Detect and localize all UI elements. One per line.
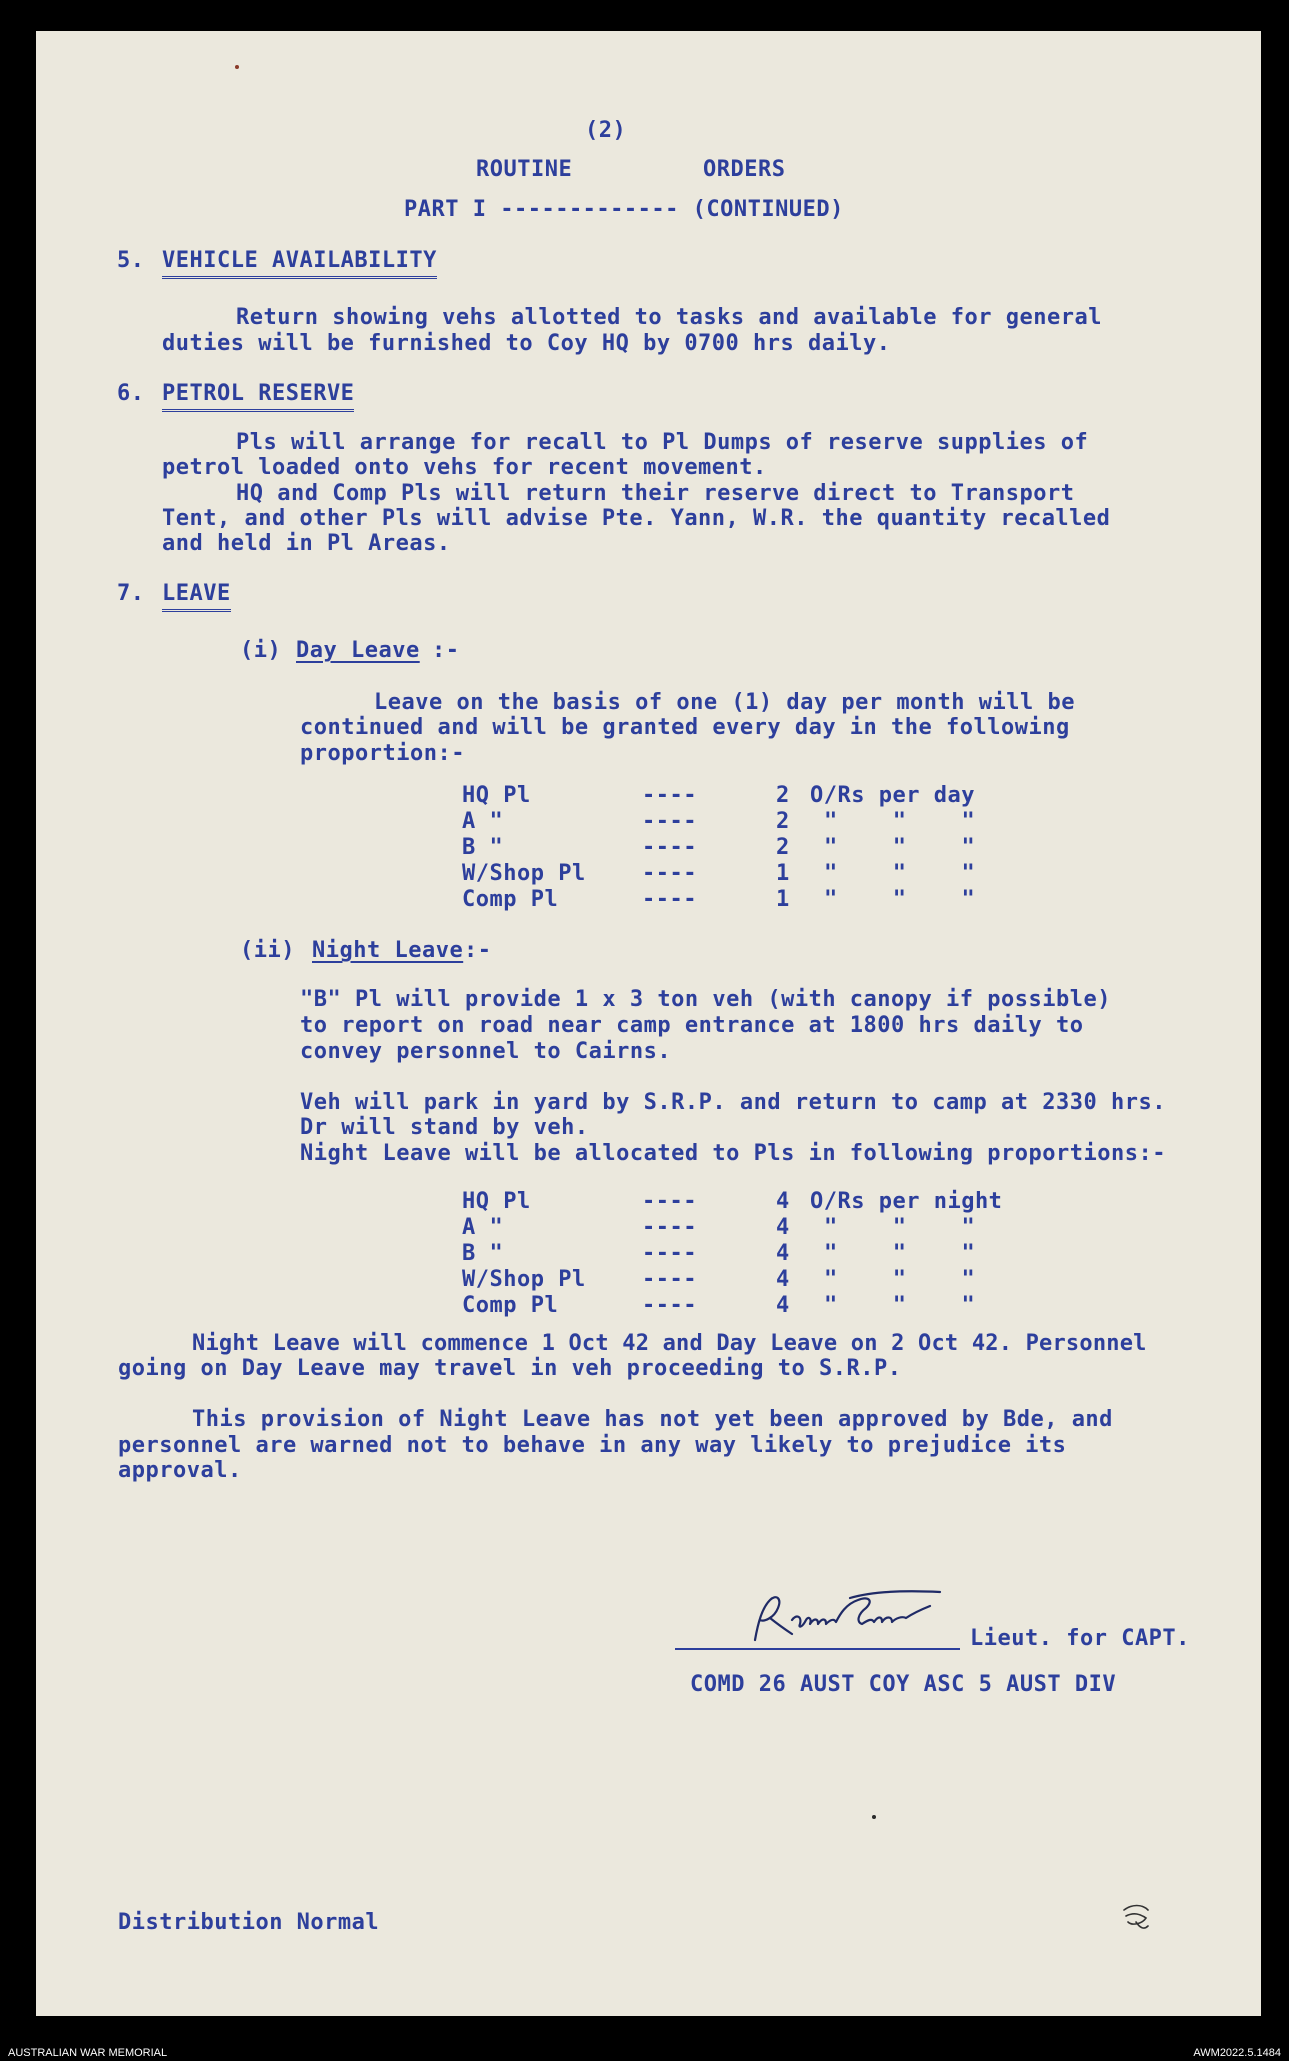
night-leave-line-1: "B" Pl will provide 1 x 3 ton veh (with canopy if possible) bbox=[300, 987, 1111, 1012]
table-dash: ---- bbox=[642, 1241, 697, 1266]
section-6-line-3: HQ and Comp Pls will return their reserve direct to Transport bbox=[236, 481, 1075, 506]
day-leave-title: Day Leave bbox=[296, 638, 420, 663]
section-5-title: VEHICLE AVAILABILITY bbox=[162, 248, 437, 279]
night-leave-line-4: Veh will park in yard by S.R.P. and return to camp at 2330 hrs. bbox=[300, 1090, 1166, 1115]
day-leave-number: (i) bbox=[240, 638, 282, 663]
table-count: 4 bbox=[776, 1215, 790, 1240]
table-dash: ---- bbox=[642, 861, 697, 886]
table-dash: ---- bbox=[642, 1293, 697, 1318]
section-6-line-1: Pls will arrange for recall to Pl Dumps of reserve supplies of bbox=[236, 430, 1089, 455]
section-6-line-5: and held in Pl Areas. bbox=[162, 531, 451, 556]
heading-orders: ORDERS bbox=[703, 157, 786, 182]
folio-stamp-mark bbox=[1118, 1896, 1158, 1936]
distribution-note: Distribution Normal bbox=[118, 1910, 380, 1935]
table-dash: ---- bbox=[642, 1189, 697, 1214]
pin-hole bbox=[235, 65, 239, 69]
section-7-title: LEAVE bbox=[162, 581, 231, 612]
table-unit: W/Shop Pl bbox=[462, 1267, 586, 1292]
day-leave-line-3: proportion:- bbox=[300, 741, 465, 766]
signature-rank: Lieut. for CAPT. bbox=[970, 1626, 1190, 1651]
signature-line bbox=[675, 1648, 960, 1650]
section-5-line-2: duties will be furnished to Coy HQ by 0700 hrs daily. bbox=[162, 331, 891, 356]
table-count: 1 bbox=[776, 887, 790, 912]
table-desc: " " " bbox=[824, 809, 976, 834]
night-leave-title: Night Leave bbox=[312, 938, 464, 963]
table-dash: ---- bbox=[642, 1215, 697, 1240]
table-count: 2 bbox=[776, 783, 790, 808]
section-6-number: 6. bbox=[117, 381, 145, 406]
table-count: 2 bbox=[776, 809, 790, 834]
table-unit: B " bbox=[462, 835, 504, 860]
night-leave-line-5: Dr will stand by veh. bbox=[300, 1115, 589, 1140]
section-7-number: 7. bbox=[117, 581, 145, 606]
day-leave-suffix: :- bbox=[432, 638, 460, 663]
section-6-title: PETROL RESERVE bbox=[162, 381, 354, 412]
table-desc: " " " bbox=[824, 861, 976, 886]
page-number: (2) bbox=[585, 118, 627, 143]
table-dash: ---- bbox=[642, 809, 697, 834]
night-leave-line-6: Night Leave will be allocated to Pls in following proportions:- bbox=[300, 1141, 1166, 1166]
table-count: 2 bbox=[776, 835, 790, 860]
table-unit: B " bbox=[462, 1241, 504, 1266]
table-desc: O/Rs per day bbox=[810, 783, 975, 808]
table-unit: Comp Pl bbox=[462, 1293, 559, 1318]
table-unit: HQ Pl bbox=[462, 1189, 531, 1214]
table-desc: " " " bbox=[824, 835, 976, 860]
table-desc: " " " bbox=[824, 1267, 976, 1292]
table-desc: " " " bbox=[824, 1215, 976, 1240]
closing-line-3: This provision of Night Leave has not yet been approved by Bde, and bbox=[192, 1407, 1113, 1432]
ink-dot bbox=[872, 1815, 876, 1819]
night-leave-suffix: :- bbox=[464, 938, 492, 963]
section-6-line-4: Tent, and other Pls will advise Pte. Yann, W.R. the quantity recalled bbox=[162, 506, 1111, 531]
table-desc: " " " bbox=[824, 1293, 976, 1318]
table-dash: ---- bbox=[642, 835, 697, 860]
day-leave-line-1: Leave on the basis of one (1) day per month will be bbox=[374, 690, 1076, 715]
handwritten-signature bbox=[740, 1578, 980, 1648]
night-leave-line-2: to report on road near camp entrance at 1800 hrs daily to bbox=[300, 1013, 1084, 1038]
table-dash: ---- bbox=[642, 783, 697, 808]
table-dash: ---- bbox=[642, 1267, 697, 1292]
table-count: 4 bbox=[776, 1267, 790, 1292]
night-leave-number: (ii) bbox=[240, 938, 295, 963]
table-desc: " " " bbox=[824, 1241, 976, 1266]
footer-source: AUSTRALIAN WAR MEMORIAL bbox=[8, 2047, 168, 2059]
table-count: 4 bbox=[776, 1189, 790, 1214]
night-leave-line-3: convey personnel to Cairns. bbox=[300, 1039, 672, 1064]
signature-unit: COMD 26 AUST COY ASC 5 AUST DIV bbox=[690, 1672, 1117, 1697]
day-leave-line-2: continued and will be granted every day in the following bbox=[300, 715, 1070, 740]
closing-line-4: personnel are warned not to behave in any way likely to prejudice its bbox=[118, 1433, 1067, 1458]
closing-line-1: Night Leave will commence 1 Oct 42 and Day Leave on 2 Oct 42. Personnel bbox=[192, 1331, 1147, 1356]
table-unit: A " bbox=[462, 1215, 504, 1240]
section-5-number: 5. bbox=[117, 248, 145, 273]
heading-part: PART I ------------- (CONTINUED) bbox=[404, 197, 844, 222]
table-count: 4 bbox=[776, 1241, 790, 1266]
table-count: 4 bbox=[776, 1293, 790, 1318]
table-unit: A " bbox=[462, 809, 504, 834]
table-unit: W/Shop Pl bbox=[462, 861, 586, 886]
table-dash: ---- bbox=[642, 887, 697, 912]
table-desc: " " " bbox=[824, 887, 976, 912]
section-5-line-1: Return showing vehs allotted to tasks and available for general bbox=[236, 305, 1102, 330]
footer-reference: AWM2022.5.1484 bbox=[1193, 2047, 1281, 2059]
table-desc: O/Rs per night bbox=[810, 1189, 1003, 1214]
table-unit: Comp Pl bbox=[462, 887, 559, 912]
heading-routine: ROUTINE bbox=[476, 157, 573, 182]
closing-line-5: approval. bbox=[118, 1458, 242, 1483]
table-unit: HQ Pl bbox=[462, 783, 531, 808]
closing-line-2: going on Day Leave may travel in veh proceeding to S.R.P. bbox=[118, 1356, 902, 1381]
section-6-line-2: petrol loaded onto vehs for recent movement. bbox=[162, 455, 767, 480]
table-count: 1 bbox=[776, 861, 790, 886]
